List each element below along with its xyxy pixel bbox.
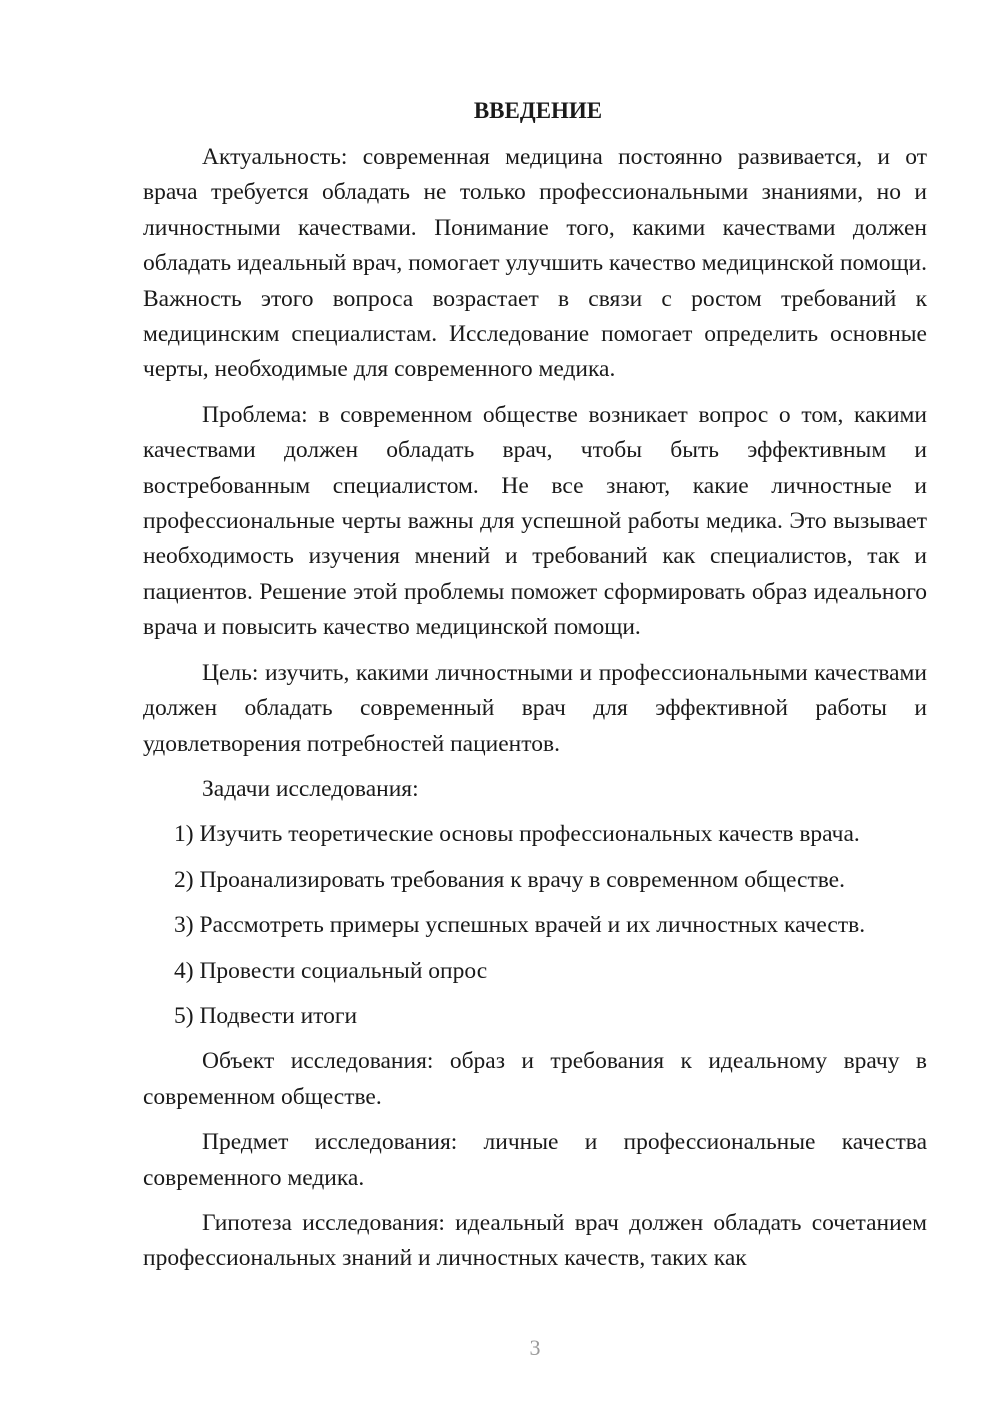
paragraph-problem: Проблема: в современном обществе возникает вопрос о том, какими качествами должен обладать врач, чтобы быть эффективным и востребованным специалистом. Не все знают, какие личностные и профессиональные черты важны для успешной работы медика. Это вызывает необходимость изучения мнений и требований как специалистов, так и пациентов. Решение этой проблемы поможет сформировать образ идеального врача и повысить качество медицинской помощи.: [143, 401, 927, 641]
list-item: 2) Проанализировать требования к врачу в современном обществе.: [174, 866, 845, 893]
list-item: 4) Провести социальный опрос: [174, 957, 488, 984]
paragraph-hypothesis: Гипотеза исследования: идеальный врач должен обладать сочетанием профессиональных знаний и личностных качеств, таких как: [143, 1209, 927, 1272]
section-heading: ВВЕДЕНИЕ: [473, 98, 603, 123]
tasks-list: [143, 817, 927, 1034]
paragraph-actuality: Актуальность: современная медицина постоянно развивается, и от врача требуется обладать не только профессиональными знаниями, но и личностными качествами. Понимание того, какими качествами должен обладать идеальный врач, помогает улучшить качество медицинской помощи. Важность этого вопроса возрастает в связи с ростом требований к медицинским специалистам. Исследование помогает определить основные черты, необходимые для современного медика.: [143, 144, 927, 383]
list-item: 3) Рассмотреть примеры успешных врачей и их личностных качеств.: [174, 912, 866, 939]
list-item: 5) Подвести итоги: [174, 1002, 358, 1029]
page-number: 3: [529, 1335, 541, 1360]
list-item: 1) Изучить теоретические основы профессиональных качеств врача.: [174, 821, 860, 848]
paragraph-subject: Предмет исследования: личные и профессиональные качества современного медика.: [143, 1129, 927, 1191]
paragraph-object: Объект исследования: образ и требования к идеальному врачу в современном обществе.: [143, 1048, 927, 1110]
page-content: [143, 96, 927, 1287]
paragraph-tasks-title: Задачи исследования:: [202, 775, 419, 802]
paragraph-goal: Цель: изучить, какими личностными и профессиональными качествами должен обладать современный врач для эффективной работы и удовлетворения потребностей пациентов.: [143, 659, 927, 757]
